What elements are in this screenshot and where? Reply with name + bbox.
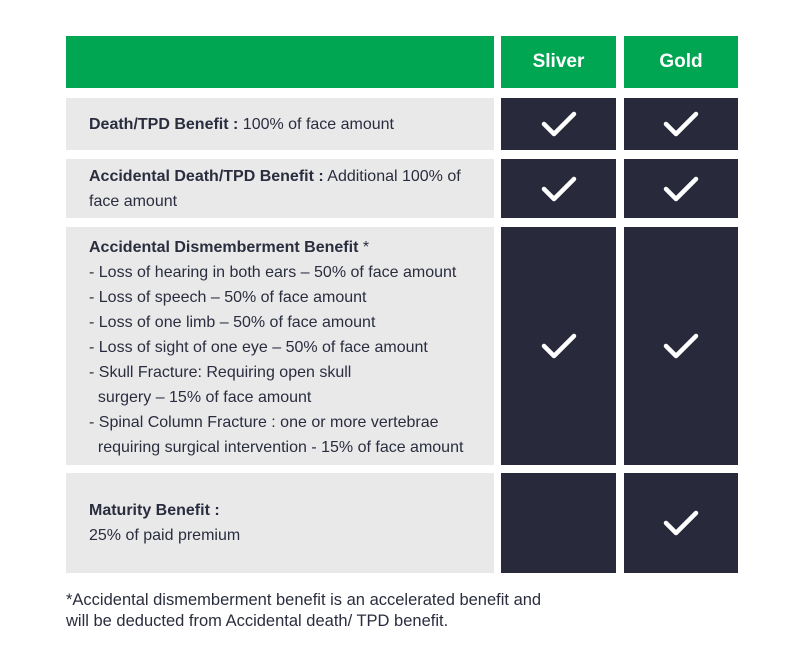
check-icon <box>541 175 577 203</box>
list-item: - Loss of sight of one eye – 50% of face amount <box>89 339 428 356</box>
check-icon <box>663 332 699 360</box>
column-header-gold: Gold <box>624 36 738 88</box>
benefit-row-maturity <box>66 473 494 573</box>
list-item: - Loss of speech – 50% of face amount <box>89 289 367 306</box>
gold-cell-row-2 <box>624 159 738 218</box>
benefit-row-accidental-death-tpd <box>66 159 494 218</box>
column-header-silver: Sliver <box>501 36 616 88</box>
list-item: - Loss of one limb – 50% of face amount <box>89 314 376 331</box>
list-item: surgery – 15% of face amount <box>89 389 312 406</box>
footnote <box>66 590 666 632</box>
benefit-detail: * <box>358 239 370 256</box>
benefit-detail: 25% of paid premium <box>89 527 241 544</box>
benefit-row-accidental-dismemberment <box>66 227 494 465</box>
benefit-detail: 100% of face amount <box>238 115 394 133</box>
footnote-line: *Accidental dismemberment benefit is an accelerated benefit and <box>66 591 542 609</box>
list-item: requiring surgical intervention - 15% of face amount <box>89 439 464 456</box>
dismemberment-list <box>89 260 484 460</box>
benefit-title: Accidental Dismemberment Benefit <box>89 239 359 256</box>
benefit-title: Accidental Death/TPD Benefit : <box>89 167 324 185</box>
gold-cell-row-4 <box>624 473 738 573</box>
gold-cell-row-1 <box>624 98 738 150</box>
check-icon <box>663 175 699 203</box>
list-item: - Loss of hearing in both ears – 50% of face amount <box>89 264 457 281</box>
benefit-row-death-tpd <box>66 98 494 150</box>
check-icon <box>541 110 577 138</box>
silver-cell-row-1 <box>501 98 616 150</box>
table-header-blank <box>66 36 494 88</box>
silver-cell-row-4 <box>501 473 616 573</box>
silver-cell-row-3 <box>501 227 616 465</box>
benefit-detail: Additional 100% of face amount <box>89 167 461 210</box>
check-icon <box>663 110 699 138</box>
list-item: - Skull Fracture: Requiring open skull <box>89 364 352 381</box>
silver-cell-row-2 <box>501 159 616 218</box>
list-item: - Spinal Column Fracture : one or more vertebrae <box>89 414 439 431</box>
check-icon <box>541 332 577 360</box>
gold-cell-row-3 <box>624 227 738 465</box>
check-icon <box>663 509 699 537</box>
benefit-title: Death/TPD Benefit : <box>89 115 239 133</box>
footnote-line: will be deducted from Accidental death/ TPD benefit. <box>66 612 449 630</box>
benefit-title: Maturity Benefit : <box>89 502 220 519</box>
